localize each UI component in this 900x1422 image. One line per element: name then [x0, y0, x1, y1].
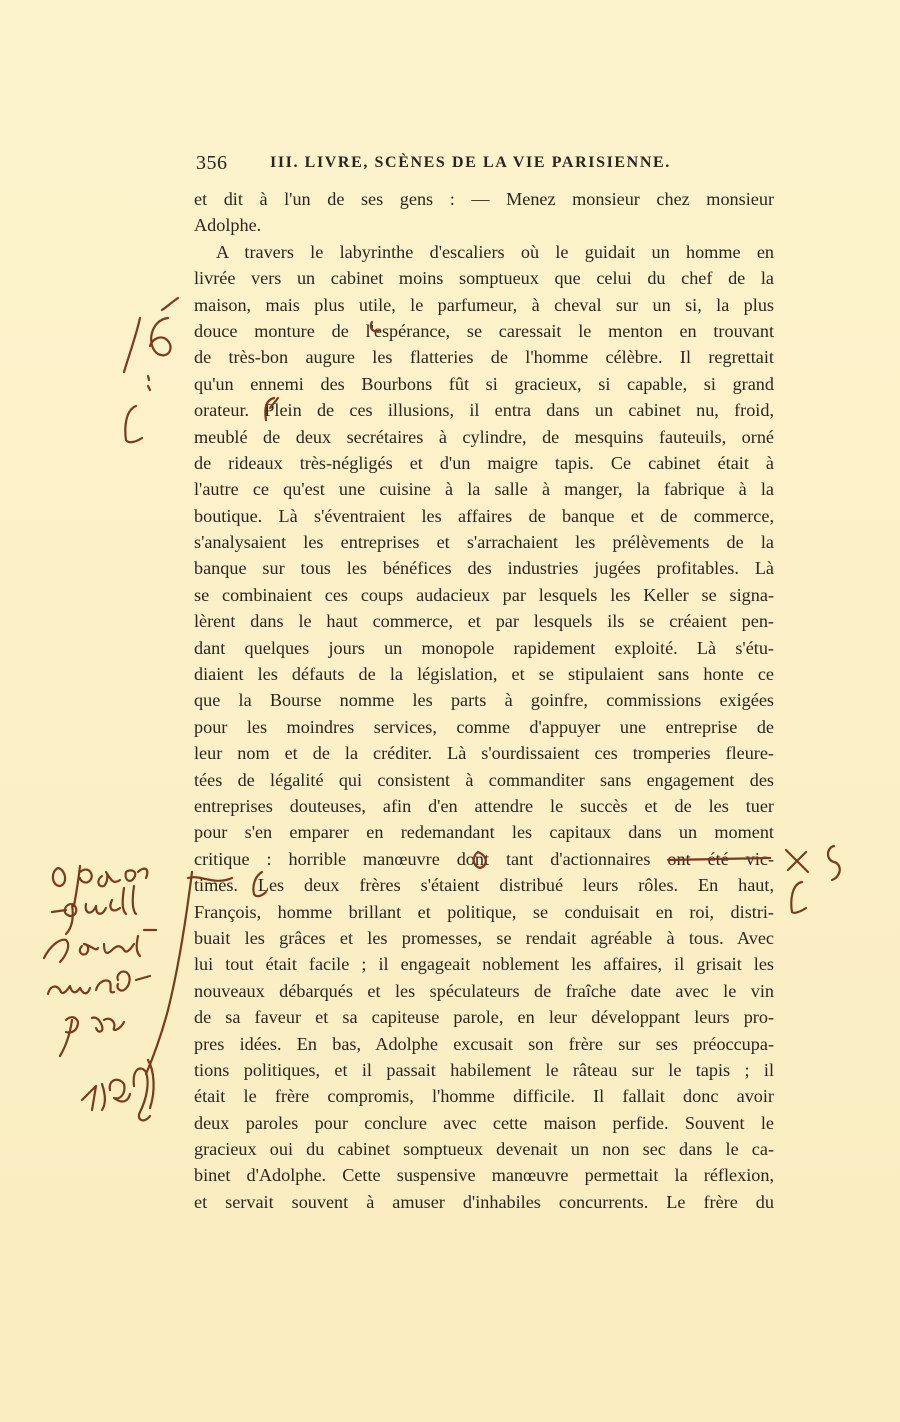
text-line: douce monture de l'espérance, se caressait le menton en trouvant [194, 320, 774, 341]
text-line: pour les moindres services, comme d'appuyer une entreprise de [194, 716, 774, 737]
margin-correction-mark [786, 850, 808, 872]
text-line: entreprises douteuses, afin d'en attendre le succès et de les tuer [194, 795, 774, 816]
text-line: maison, mais plus utile, le parfumeur, à cheval sur un si, la plus [194, 294, 774, 315]
text-line: qu'un ennemi des Bourbons fût si gracieux, si capable, si grand [194, 373, 774, 394]
margin-handwriting [65, 904, 77, 934]
text-line: s'analysaient les entreprises et s'arrachaient les prélèvements de la [194, 532, 774, 553]
margin-handwriting [96, 972, 130, 993]
text-line: leur nom et de la créditer. Là s'ourdissaient ces tromperies fleure- [194, 743, 774, 764]
text-line: se combinaient ces coups audacieux par lesquels les Keller se signa- [194, 584, 774, 605]
margin-bracket-mark [125, 406, 142, 442]
margin-handwriting [136, 976, 150, 980]
text-line: que la Bourse nomme les parts à goinfre, commissions exigées [194, 690, 774, 711]
margin-correction-mark [162, 298, 178, 310]
text-line: lui tout était facile ; il engageait noblement les affaires, il grisait les [194, 954, 774, 975]
margin-handwriting [110, 886, 136, 914]
text-line: lèrent dans le haut commerce, et par lesquels ils se créaient pen- [194, 611, 774, 632]
margin-handwriting [148, 1060, 154, 1108]
margin-handwriting [53, 868, 65, 886]
text-line: binet d'Adolphe. Cette suspensive manœuvre permettait la réflexion, [194, 1165, 774, 1186]
text-line: orateur. Plein de ces illusions, il entra dans un cabinet nu, froid, [194, 400, 774, 421]
margin-handwriting [86, 904, 106, 914]
margin-handwriting [74, 866, 92, 906]
insertion-line-mark [146, 872, 192, 1074]
margin-handwriting [60, 1017, 78, 1056]
text-line: de rideaux très-négligés et d'un maigre tapis. Ce cabinet était à [194, 452, 774, 473]
text-line: et dit à l'un de ses gens : — Menez monsieur chez monsieur [194, 189, 774, 209]
text-line: et servait souvent à amuser d'inhabiles concurrents. Le frère du [194, 1191, 774, 1212]
margin-correction-mark [124, 318, 140, 372]
text-line: Adolphe. [194, 215, 262, 236]
text-line: l'autre ce qu'est une cuisine à la salle à manger, la fabrique à la [194, 479, 774, 500]
text-line: pour s'en emparer en redemandant les capitaux dans un moment [194, 822, 774, 843]
text-line: tées de légalité qui consistent à commanditer sans engagement des [194, 769, 774, 790]
margin-handwriting [52, 910, 66, 912]
margin-handwriting [44, 940, 68, 962]
text-line: tions politiques, et il passait habilement le râteau sur le tapis ; il [194, 1059, 774, 1080]
text-line: critique : horrible manœuvre dont tant d'actionnaires ont été vic- [194, 848, 774, 869]
page-number: 356 [196, 152, 228, 174]
text-line: François, homme brillant et politique, se conduisait en roi, distri- [194, 901, 774, 922]
margin-bracket-mark [791, 882, 806, 913]
margin-handwriting [92, 1017, 124, 1031]
margin-handwriting [134, 1068, 150, 1120]
text-line: diaient les défauts de la législation, et se stipulaient sans honte ce [194, 664, 774, 685]
text-line: pres idées. En bas, Adolphe excusait son frère sur ses préoccupa- [194, 1033, 774, 1054]
margin-handwriting [80, 944, 98, 954]
text-line: de sa faveur et sa capiteuse parole, en leur développant leurs pro- [194, 1007, 774, 1028]
text-line: de très-bon augure les flatteries de l'homme célèbre. Il regrettait [194, 347, 774, 368]
margin-correction-mark [148, 376, 150, 390]
margin-handwriting [104, 930, 156, 956]
text-line: meublé de deux secrétaires à cylindre, de mesquins fauteuils, orné [194, 426, 774, 447]
margin-correction-mark [828, 846, 840, 880]
margin-handwriting [126, 869, 148, 881]
margin-handwriting [98, 872, 120, 886]
margin-handwriting [110, 1080, 130, 1102]
margin-correction-mark [150, 318, 171, 355]
text-line: dant quelques jours un monopole rapidement exploité. Là s'étu- [194, 637, 774, 658]
text-line: gracieux oui du cabinet somptueux devenait un non sec dans le ca- [194, 1139, 774, 1160]
text-line: nouveaux débarqués et les spéculateurs de fraîche date avec le vin [194, 980, 774, 1001]
text-line: buait les grâces et les promesses, se rendait agréable à tous. Avec [194, 927, 774, 948]
text-line: deux paroles pour conclure avec cette maison perfide. Souvent le [194, 1112, 774, 1133]
text-line: banque sur tous les bénéfices des industries jugées profitables. Là [194, 558, 774, 579]
margin-handwriting [48, 986, 90, 994]
text-line: livrée vers un cabinet moins somptueux que celui du chef de la [194, 268, 774, 289]
text-line: était le frère compromis, l'homme difficile. Il fallait donc avoir [194, 1086, 774, 1107]
running-title: III. LIVRE, SCÈNES DE LA VIE PARISIENNE. [270, 154, 671, 171]
text-line: A travers le labyrinthe d'escaliers où le guidait un homme en [216, 241, 774, 262]
margin-handwriting [82, 1084, 105, 1110]
text-line: times. Les deux frères s'étaient distribué leurs rôles. En haut, [194, 875, 774, 896]
text-line: boutique. Là s'éventraient les affaires de banque et de commerce, [194, 505, 774, 526]
running-head [196, 152, 776, 178]
body-text [194, 186, 774, 1215]
